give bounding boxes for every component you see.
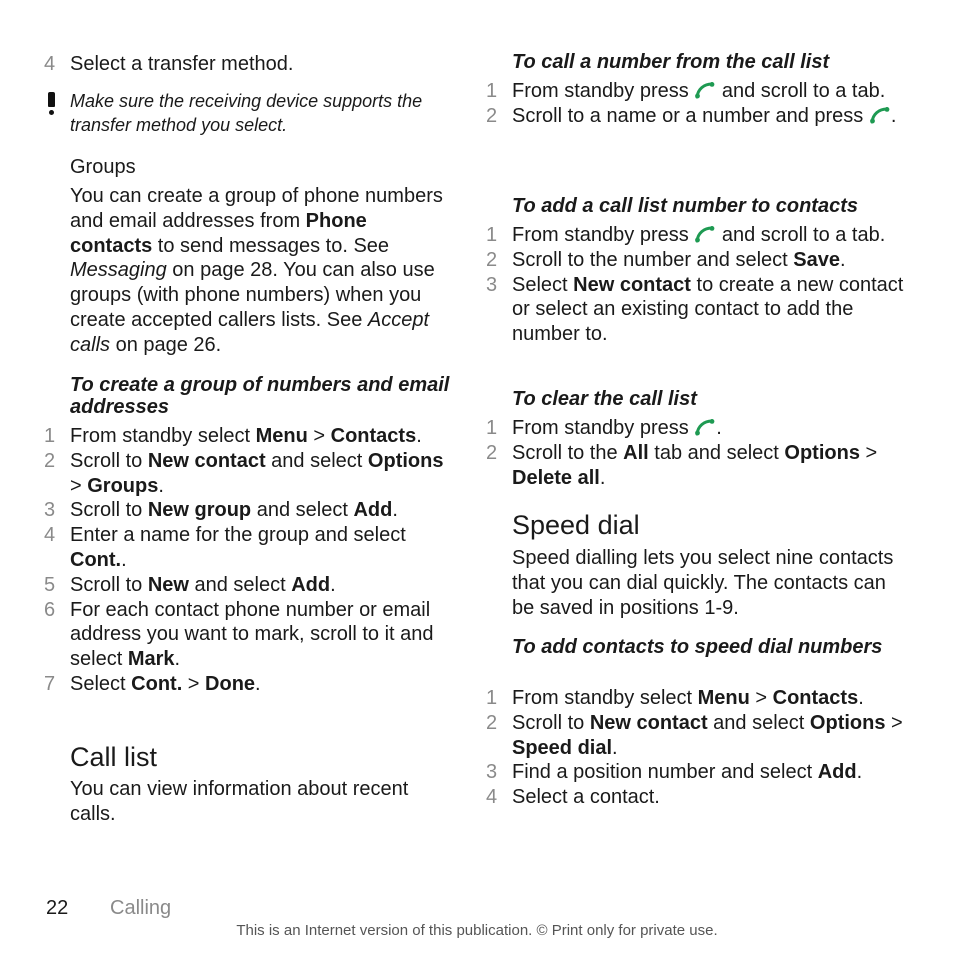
page-number: 22 xyxy=(46,897,69,919)
call-key-icon xyxy=(869,106,891,124)
task-create-group-title: To create a group of numbers and email addresses xyxy=(70,374,450,418)
list-item: 1 From standby press . xyxy=(486,417,722,439)
task-call-title: To call a number from the call list xyxy=(512,51,830,73)
section-name: Calling xyxy=(110,897,172,919)
speed-dial-paragraph: Speed dialling lets you select nine contacts that you can dial quickly. The contacts can be saved in positions 1-9. xyxy=(512,547,894,619)
call-key-icon xyxy=(694,225,716,243)
list-item: 2 Scroll to the All tab and select Options > Delete all. xyxy=(486,441,878,489)
note-box xyxy=(44,90,454,137)
task-speed-dial-title: To add contacts to speed dial numbers xyxy=(512,636,883,658)
list-item: 3 Select New contact to create a new contact or select an existing contact to add the number to. xyxy=(486,273,904,346)
groups-heading: Groups xyxy=(70,156,136,178)
step-text: Select a transfer method. xyxy=(70,53,294,75)
list-item: 3 Scroll to New group and select Add. xyxy=(44,499,398,522)
groups-paragraph: You can create a group of phone numbers and email addresses from Phone contacts to send messages to. See Messaging on page 28. You can also use groups (with phone numbers) when you create accepted callers lists. See Accept calls on page 26. xyxy=(70,185,443,356)
list-item: 4 Enter a name for the group and select Cont.. xyxy=(44,524,406,571)
group-steps-list xyxy=(44,424,454,697)
add-steps-list xyxy=(486,223,906,347)
call-steps-list xyxy=(486,79,906,129)
list-item: 1 From standby press and scroll to a tab. xyxy=(486,80,886,102)
speed-dial-heading: Speed dial xyxy=(512,510,640,540)
list-item: 2 Scroll to a name or a number and press . xyxy=(486,104,897,127)
exclamation-icon xyxy=(44,90,70,137)
list-item: 1 From standby select Menu > Contacts. xyxy=(486,687,864,709)
step-number: 4 xyxy=(44,53,56,75)
list-item: 2 Scroll to New contact and select Options > Groups. xyxy=(44,449,444,497)
task-clear-list-title: To clear the call list xyxy=(512,388,697,410)
step-select-transfer xyxy=(44,52,454,77)
call-list-heading: Call list xyxy=(70,742,158,772)
clear-steps-list xyxy=(486,416,906,490)
list-item: 6 For each contact phone number or email address you want to mark, scroll to it and select Mark. xyxy=(44,598,434,671)
copyright-note: This is an Internet version of this publication. © Print only for private use. xyxy=(236,922,718,939)
call-key-icon xyxy=(694,81,716,99)
list-item: 1 From standby press and scroll to a tab. xyxy=(486,224,886,246)
list-item: 1 From standby select Menu > Contacts. xyxy=(44,425,422,447)
list-item: 5 Scroll to New and select Add. xyxy=(44,573,336,596)
list-item: 3 Find a position number and select Add. xyxy=(486,761,863,784)
list-item: 2 Scroll to the number and select Save. xyxy=(486,248,846,271)
list-item: 7 Select Cont. > Done. xyxy=(44,672,261,695)
list-item: 4 Select a contact. xyxy=(486,786,660,809)
note-text: Make sure the receiving device supports the transfer method you select. xyxy=(70,91,423,135)
list-item: 2 Scroll to New contact and select Options > Speed dial. xyxy=(486,711,903,759)
call-key-icon xyxy=(694,418,716,436)
call-list-paragraph: You can view information about recent calls. xyxy=(70,778,409,825)
speed-steps-list xyxy=(486,686,906,810)
task-add-to-contacts-title: To add a call list number to contacts xyxy=(512,195,858,217)
